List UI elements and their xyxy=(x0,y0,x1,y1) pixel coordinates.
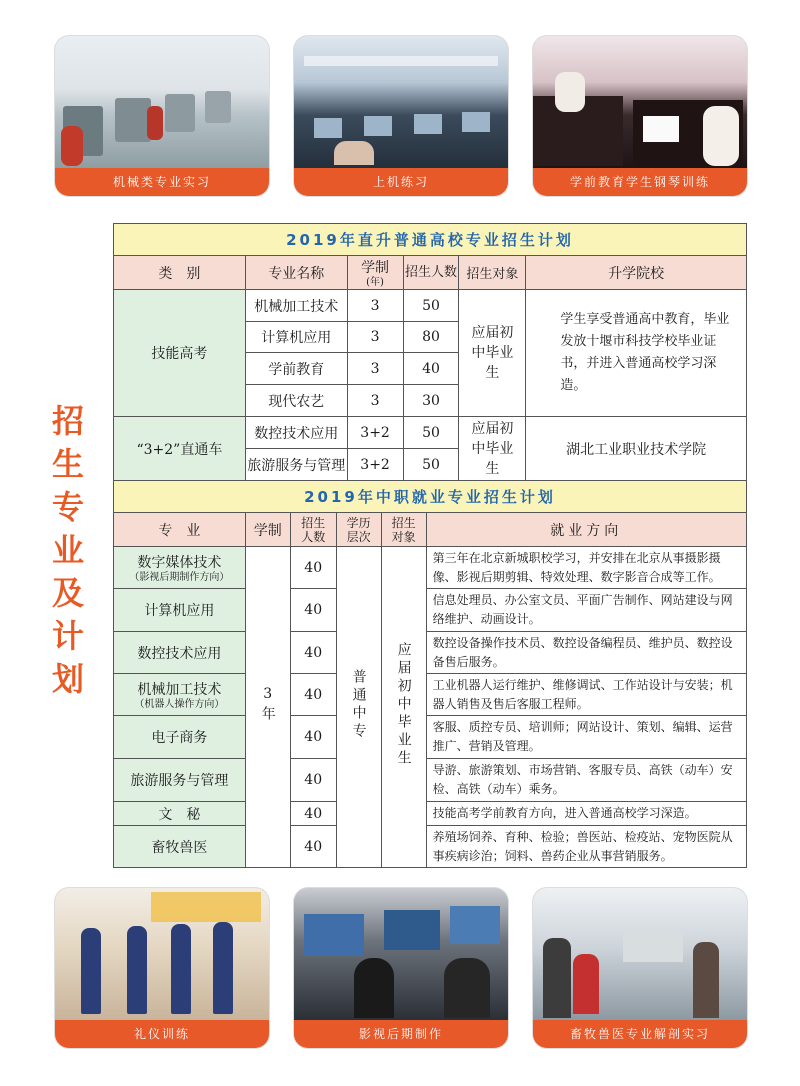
table2-major-1: 计算机应用 xyxy=(114,589,246,632)
table2-target: 应届初中毕业生 xyxy=(381,547,426,868)
table-cell-major: 现代农艺 xyxy=(245,385,347,417)
table2-major-4: 电子商务 xyxy=(114,716,246,759)
table-cell-years: 3 xyxy=(347,322,403,353)
table-cell-direction: 第三年在北京新城职校学习，并安排在北京从事摄影摄像、影视后期剪辑、特效处理、数字影音合成等工作。 xyxy=(426,547,746,589)
table-vocational-plan xyxy=(113,480,747,868)
table-cell-count: 50 xyxy=(403,290,459,322)
table1-target-2: 应届初中毕业生 xyxy=(459,417,526,481)
table-cell-count: 40 xyxy=(290,802,336,826)
table-cell-major: 旅游服务与管理 xyxy=(245,449,347,481)
table-cell-count: 80 xyxy=(403,322,459,353)
table-cell-count: 40 xyxy=(290,547,336,589)
table-cell-count: 30 xyxy=(403,385,459,417)
table-cell-direction: 信息处理员、办公室文员、平面广告制作、网站建设与网络维护、动画设计。 xyxy=(426,589,746,632)
photo-card-anatomy xyxy=(533,888,747,1048)
table1-school-2: 湖北工业职业技术学院 xyxy=(526,417,747,481)
table-cell-major: 计算机应用 xyxy=(245,322,347,353)
anatomy-lab-photo xyxy=(533,888,747,1020)
table-cell-major: 学前教育 xyxy=(245,353,347,385)
table-cell-count: 50 xyxy=(403,449,459,481)
photo-caption: 畜牧兽医专业解剖实习 xyxy=(533,1020,747,1048)
table-cell-direction: 导游、旅游策划、市场营销、客服专员、高铁（动车）安检、高铁（动车）乘务。 xyxy=(426,759,746,802)
photo-caption: 影视后期制作 xyxy=(294,1020,508,1048)
table-cell-years: 3 xyxy=(347,385,403,417)
table1-header-years: 学制 (年) xyxy=(347,256,403,290)
table1-header-count: 招生人数 xyxy=(403,256,459,290)
table1-target-1: 应届初中毕业生 xyxy=(459,290,526,417)
table-cell-count: 40 xyxy=(290,632,336,674)
table-cell-count: 40 xyxy=(290,674,336,716)
side-title: 招 生 专 业 及 计 划 xyxy=(51,402,84,698)
etiquette-photo xyxy=(55,888,269,1020)
table2-header-count: 招生人数 xyxy=(290,513,336,547)
table2-major-5: 旅游服务与管理 xyxy=(114,759,246,802)
photo-caption: 礼仪训练 xyxy=(55,1020,269,1048)
table2-years: 3年 xyxy=(245,547,290,868)
table-cell-direction: 客服、质控专员、培训师；网站设计、策划、编辑、运营推广、营销及管理。 xyxy=(426,716,746,759)
table-cell-major: 机械加工技术 xyxy=(245,290,347,322)
table2-major-7: 畜牧兽医 xyxy=(114,826,246,868)
table-cell-count: 40 xyxy=(290,589,336,632)
table2-header-major: 专 业 xyxy=(114,513,246,547)
table2-header-level: 学历层次 xyxy=(336,513,381,547)
table2-major-3: 机械加工技术 （机器人操作方向） xyxy=(114,674,246,716)
table1-header-school: 升学院校 xyxy=(526,256,747,290)
table1-title: 2019年直升普通高校专业招生计划 xyxy=(114,224,747,256)
table2-header-target: 招生对象 xyxy=(381,513,426,547)
table-cell-direction: 养殖场饲养、育种、检验；兽医站、检疫站、宠物医院从事疾病诊治；饲料、兽药企业从事营销服务。 xyxy=(426,826,746,868)
photo-card-machining xyxy=(55,36,269,196)
photo-caption: 机械类专业实习 xyxy=(55,168,269,196)
table-cell-count: 40 xyxy=(403,353,459,385)
table1-header-target: 招生对象 xyxy=(459,256,526,290)
photo-card-video xyxy=(294,888,508,1048)
table-cell-count: 40 xyxy=(290,826,336,868)
table-cell-direction: 技能高考学前教育方向，进入普通高校学习深造。 xyxy=(426,802,746,826)
table-cell-years: 3 xyxy=(347,290,403,322)
workshop-photo xyxy=(55,36,269,168)
computer-lab-photo xyxy=(294,36,508,168)
video-editing-photo xyxy=(294,888,508,1020)
table2-header-direction: 就业方向 xyxy=(426,513,746,547)
table2-title: 2019年中职就业专业招生计划 xyxy=(114,481,747,513)
table-cell-major: 数控技术应用 xyxy=(245,417,347,449)
photo-card-computer xyxy=(294,36,508,196)
photo-caption: 学前教育学生钢琴训练 xyxy=(533,168,747,196)
table-cell-count: 40 xyxy=(290,759,336,802)
table-cell-direction: 工业机器人运行维护、维修调试、工作站设计与安装；机器人销售及售后客服工程师。 xyxy=(426,674,746,716)
table-cell-direction: 数控设备操作技术员、数控设备编程员、维护员、数控设备售后服务。 xyxy=(426,632,746,674)
table2-major-2: 数控技术应用 xyxy=(114,632,246,674)
table2-major-6: 文 秘 xyxy=(114,802,246,826)
table2-header-years: 学制 xyxy=(245,513,290,547)
table-cell-years: 3+2 xyxy=(347,417,403,449)
table-cell-years: 3 xyxy=(347,353,403,385)
table2-major-0: 数字媒体技术 （影视后期制作方向） xyxy=(114,547,246,589)
photo-card-piano xyxy=(533,36,747,196)
table-higher-ed-plan xyxy=(113,223,747,481)
table-cell-years: 3+2 xyxy=(347,449,403,481)
table1-category-32: “3+2”直通车 xyxy=(114,417,246,481)
table-cell-count: 50 xyxy=(403,417,459,449)
piano-photo xyxy=(533,36,747,168)
table1-header-category: 类 别 xyxy=(114,256,246,290)
table1-category-skills: 技能高考 xyxy=(114,290,246,417)
photo-caption: 上机练习 xyxy=(294,168,508,196)
table1-header-major: 专业名称 xyxy=(245,256,347,290)
table1-school-1: 学生享受普通高中教育，毕业发放十堰市科技学校毕业证书，并进入普通高校学习深造。 xyxy=(526,290,747,417)
table2-level: 普通中专 xyxy=(336,547,381,868)
photo-card-etiquette xyxy=(55,888,269,1048)
table-cell-count: 40 xyxy=(290,716,336,759)
